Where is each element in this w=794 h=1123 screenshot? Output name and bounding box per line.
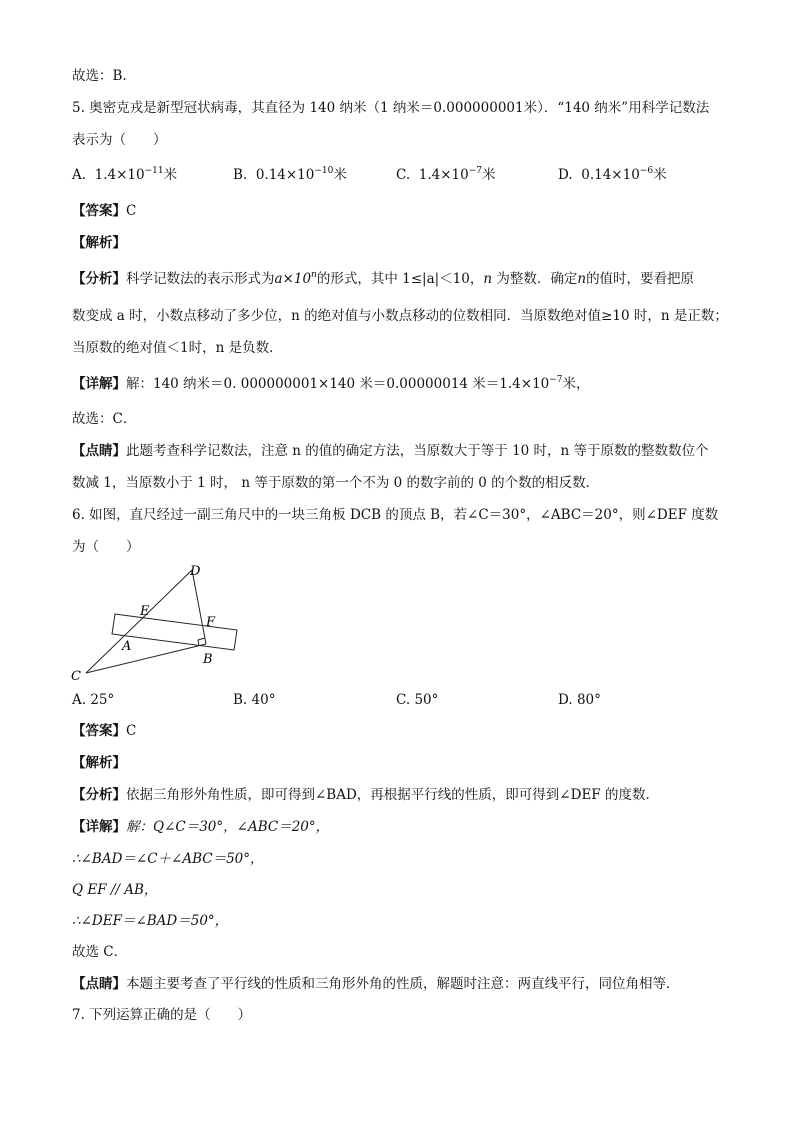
option-letter: D. (558, 692, 573, 708)
q5-option-a (72, 165, 177, 185)
label-d: D (190, 564, 201, 579)
option-mantissa: 0.14×10 (581, 167, 640, 183)
option-exponent: −10 (314, 166, 334, 176)
q6-option-c (396, 690, 438, 710)
triangle-ruler-figure (64, 560, 254, 685)
q6-stem-line1: 6. 如图，直尺经过一副三角尺中的一块三角板 DCB 的顶点 B，若∠C＝30°，∠ABC＝20°，则∠DEF 度数 (72, 507, 719, 523)
fenxi-formula: a×10 (274, 271, 312, 287)
q6-answer (72, 721, 136, 741)
fenxi-text: 为整数．确定 (492, 271, 578, 287)
label-e: E (140, 604, 150, 619)
detail-text: 解：Q∠C＝30°，∠ABC＝20°， (126, 819, 330, 835)
q6-option-d (558, 690, 601, 710)
q6-dianjing (72, 974, 680, 994)
fenxi-text: 的值时，要看把原 (586, 271, 695, 287)
detail-tag: 【详解】 (72, 376, 126, 392)
q4-choice: 故选：B. (72, 68, 127, 84)
option-text: 40° (251, 692, 276, 708)
q7-stem: 7. 下列运算正确的是（ ） (72, 1007, 252, 1023)
label-a: A (122, 639, 132, 654)
option-text: 25° (90, 692, 115, 708)
q6-detail-line3: Q EF // AB， (72, 882, 158, 898)
detail-text: 米， (562, 376, 590, 392)
side-dc (86, 570, 192, 673)
q5-analysis-tag: 【解析】 (72, 235, 126, 251)
detail-tag: 【详解】 (72, 819, 126, 835)
q6-detail-line1 (72, 817, 329, 837)
option-text: 80° (576, 692, 601, 708)
side-db (192, 570, 206, 644)
option-unit: 米 (163, 167, 178, 183)
option-unit: 米 (333, 167, 347, 183)
option-exponent: −11 (144, 166, 164, 176)
option-mantissa: 1.4×10 (94, 167, 145, 183)
q5-option-b (233, 165, 347, 185)
option-unit: 米 (653, 167, 667, 183)
option-mantissa: 1.4×10 (418, 167, 469, 183)
option-mantissa: 0.14×10 (255, 167, 315, 183)
fenxi-var: n (577, 271, 587, 287)
dianjing-text: 本题主要考查了平行线的性质和三角形外角的性质，解题时注意：两直线平行，同位角相等． (126, 976, 680, 992)
side-cb (86, 644, 206, 673)
answer-tag: 【答案】 (72, 203, 126, 219)
q5-fenxi-line3: 当原数的绝对值＜1时，n 是负数． (72, 340, 283, 356)
option-unit: 米 (481, 167, 496, 183)
q5-stem-line2: 表示为（ ） (72, 132, 167, 148)
fenxi-text: 依据三角形外角性质，即可得到∠BAD，再根据平行线的性质，即可得到∠DEF 的度数． (126, 787, 659, 803)
fenxi-text: 的形式，其中 1≤|a|＜10， (316, 271, 484, 287)
detail-exponent: −7 (549, 375, 563, 385)
detail-text: 解：140 纳米＝0. 000000001×140 米＝0.00000014 米＝1.4×10 (126, 376, 550, 392)
dianjing-tag: 【点睛】 (72, 443, 126, 459)
q5-fenxi-line1 (72, 269, 694, 289)
option-exponent: −7 (468, 166, 482, 176)
option-letter: A. (72, 692, 87, 708)
label-f: F (206, 615, 216, 630)
q5-detail (72, 374, 590, 394)
q5-choice: 故选：C． (72, 411, 137, 427)
dianjing-tag: 【点睛】 (72, 976, 126, 992)
option-letter: C. (396, 167, 411, 183)
q5-answer (72, 201, 136, 221)
q6-option-b (233, 690, 275, 710)
q6-stem-line2: 为（ ） (72, 539, 140, 555)
answer-value: C (126, 203, 137, 219)
fenxi-var: n (483, 271, 493, 287)
fenxi-text: 科学记数法的表示形式为 (126, 271, 275, 287)
option-letter: C. (396, 692, 411, 708)
q5-option-d (558, 165, 667, 185)
answer-tag: 【答案】 (72, 723, 126, 739)
dianjing-text: 此题考查科学记数法，注意 n 的值的确定方法，当原数大于等于 10 时，n 等于原数的整数数位个 (126, 443, 709, 459)
option-letter: B. (233, 692, 248, 708)
q5-dianjing-line2: 数减 1，当原数小于 1 时， n 等于原数的第一个不为 0 的数字前的 0 的个数的相反数． (72, 475, 600, 491)
q5-fenxi-line2: 数变成 a 时，小数点移动了多少位，n 的绝对值与小数点移动的位数相同．当原数绝对值≥10 时，n 是正数； (72, 308, 728, 324)
option-exponent: −6 (639, 166, 654, 176)
fenxi-tag: 【分析】 (72, 271, 126, 287)
label-b: B (203, 652, 213, 667)
q6-option-a (72, 690, 114, 710)
fenxi-tag: 【分析】 (72, 787, 126, 803)
option-letter: D. (558, 167, 573, 183)
answer-value: C (126, 723, 137, 739)
q5-dianjing-line1 (72, 441, 709, 461)
option-letter: B. (233, 167, 248, 183)
option-letter: A. (72, 167, 87, 183)
q6-choice: 故选 C． (72, 944, 128, 960)
option-text: 50° (414, 692, 439, 708)
q6-analysis-tag: 【解析】 (72, 755, 126, 771)
q6-detail-line2: ∴∠BAD＝∠C＋∠ABC＝50°， (72, 851, 264, 867)
fenxi-exponent: n (311, 270, 317, 280)
q6-fenxi (72, 785, 659, 805)
q5-option-c (396, 165, 495, 185)
q6-detail-line4: ∴∠DEF＝∠BAD＝50°， (72, 913, 229, 929)
label-c: C (71, 669, 81, 684)
q5-stem-line1: 5. 奥密克戎是新型冠状病毒，其直径为 140 纳米（1 纳米＝0.000000001米）．“140 纳米”用科学记数法 (72, 100, 710, 116)
